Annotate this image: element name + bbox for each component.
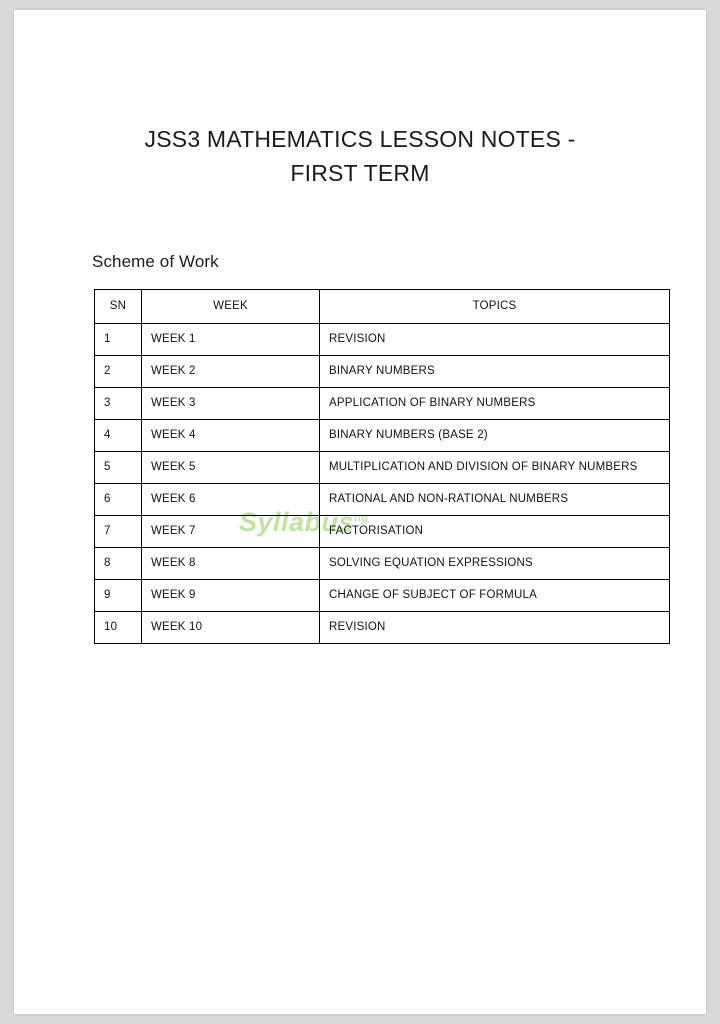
- cell-sn: 2: [95, 356, 142, 388]
- table-row: [95, 324, 670, 356]
- cell-sn: 8: [95, 548, 142, 580]
- scheme-of-work-table-wrapper: [94, 289, 669, 644]
- table-row: [95, 388, 670, 420]
- cell-sn: 6: [95, 484, 142, 516]
- column-header-sn: SN: [95, 290, 142, 324]
- table-row: [95, 612, 670, 644]
- document-page: [14, 10, 706, 1014]
- cell-sn: 3: [95, 388, 142, 420]
- scheme-of-work-table: [94, 289, 670, 644]
- watermark-suffix: ng: [354, 512, 369, 524]
- cell-topic: SOLVING EQUATION EXPRESSIONS: [320, 548, 670, 580]
- cell-topic: REVISION: [320, 612, 670, 644]
- table-row: [95, 420, 670, 452]
- cell-sn: 1: [95, 324, 142, 356]
- cell-week: WEEK 8: [142, 548, 320, 580]
- page-title: JSS3 MATHEMATICS LESSON NOTES - FIRST TERM: [144, 126, 576, 186]
- cell-sn: 4: [95, 420, 142, 452]
- cell-week: WEEK 3: [142, 388, 320, 420]
- table-row: [95, 452, 670, 484]
- cell-sn: 9: [95, 580, 142, 612]
- cell-topic: RATIONAL AND NON-RATIONAL NUMBERS: [320, 484, 670, 516]
- cell-topic: BINARY NUMBERS (BASE 2): [320, 420, 670, 452]
- cell-sn: 5: [95, 452, 142, 484]
- table-row: [95, 484, 670, 516]
- table-row: [95, 548, 670, 580]
- table-header-row: [95, 290, 670, 324]
- cell-week: WEEK 5: [142, 452, 320, 484]
- table-row: [95, 516, 670, 548]
- watermark-text: Syllabus: [239, 507, 355, 537]
- section-heading: Scheme of Work: [92, 252, 219, 271]
- cell-week: WEEK 1: [142, 324, 320, 356]
- cell-week: WEEK 2: [142, 356, 320, 388]
- cell-sn: 10: [95, 612, 142, 644]
- cell-week: WEEK 10: [142, 612, 320, 644]
- cell-week: WEEK 7: [142, 516, 320, 548]
- cell-week: WEEK 9: [142, 580, 320, 612]
- cell-topic: BINARY NUMBERS: [320, 356, 670, 388]
- column-header-week: WEEK: [142, 290, 320, 324]
- table-row: [95, 356, 670, 388]
- cell-topic: APPLICATION OF BINARY NUMBERS: [320, 388, 670, 420]
- column-header-topics: TOPICS: [320, 290, 670, 324]
- cell-sn: 7: [95, 516, 142, 548]
- cell-topic: REVISION: [320, 324, 670, 356]
- cell-topic: CHANGE OF SUBJECT OF FORMULA: [320, 580, 670, 612]
- cell-topic: MULTIPLICATION AND DIVISION OF BINARY NUMBERS: [320, 452, 670, 484]
- cell-week: WEEK 6: [142, 484, 320, 516]
- cell-week: WEEK 4: [142, 420, 320, 452]
- cell-topic: FACTORISATION: [320, 516, 670, 548]
- table-row: [95, 580, 670, 612]
